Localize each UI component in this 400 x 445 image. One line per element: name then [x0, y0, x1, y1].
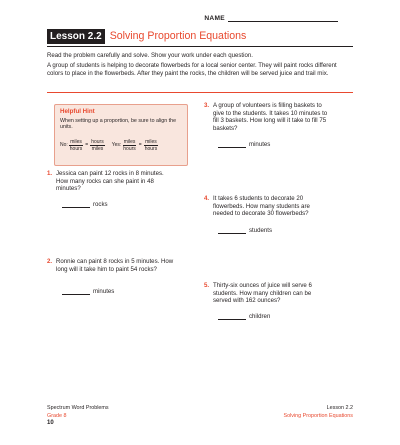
- problem-text: Jessica can paint 12 rocks in 8 minutes. How many rocks can she paint in 48 minutes?: [56, 170, 164, 193]
- equals-sign: =: [85, 142, 89, 149]
- helpful-hint-box: [54, 104, 188, 166]
- answer-blank[interactable]: [218, 228, 246, 234]
- answer-unit: rocks: [93, 201, 108, 208]
- footer-book-title: Spectrum Word Problems: [47, 405, 109, 411]
- lesson-title: Solving Proportion Equations: [109, 30, 247, 42]
- fraction-miles-over-hours-b: $\frac{\text{miles}}{\text{hours}}$: [144, 138, 158, 152]
- answer-4: [218, 227, 272, 234]
- answer-blank[interactable]: [218, 142, 246, 148]
- problem-5: [204, 282, 331, 305]
- hint-title: Helpful Hint: [60, 108, 95, 115]
- problem-text: Thirty-six ounces of juice will serve 6 students. How many children can be served with 162 ounces?: [213, 282, 312, 305]
- problem-number: 3.: [204, 102, 210, 109]
- answer-unit: minutes: [93, 288, 115, 295]
- problem-number: 1.: [47, 170, 53, 177]
- header-divider: [47, 46, 353, 47]
- hint-example: [60, 139, 182, 152]
- problem-2: [47, 258, 174, 273]
- answer-blank[interactable]: [62, 202, 90, 208]
- problem-4: [204, 195, 331, 218]
- problem-number: 2.: [47, 258, 53, 265]
- directions: Read the problem carefully and solve. Show your work under each question.: [47, 52, 253, 59]
- name-field: [204, 15, 338, 22]
- name-label: NAME: [204, 15, 225, 22]
- lesson-header: [47, 28, 353, 44]
- answer-blank[interactable]: [62, 289, 90, 295]
- equals-sign: =: [138, 142, 142, 149]
- problem-text: It takes 6 students to decorate 20 flowerbeds. How many students are needed to decorate 30 flowerbeds?: [213, 195, 310, 218]
- fraction-miles-over-hours: $\frac{\text{miles}}{\text{hours}}$: [69, 138, 83, 152]
- problem-text: Ronnie can paint 8 rocks in 5 minutes. How long will it take him to paint 54 rocks?: [56, 258, 174, 273]
- answer-5: [218, 313, 270, 320]
- footer-lesson: Lesson 2.2: [326, 405, 353, 411]
- footer-lesson-title: Solving Proportion Equations: [283, 412, 353, 419]
- scenario-text: A group of students is helping to decorate flowerbeds for a local senior center. They will paint rocks different colors to place in the flowerbeds. After they paint the rocks, the children will be served juice and trail mix.: [47, 62, 337, 77]
- name-line[interactable]: [228, 15, 338, 22]
- answer-blank[interactable]: [218, 314, 246, 320]
- hint-no-label: No:: [60, 142, 68, 149]
- hint-yes-label: Yes:: [111, 142, 122, 149]
- answer-unit: children: [249, 313, 271, 320]
- lesson-badge: Lesson 2.2: [47, 29, 105, 44]
- answer-3: [218, 141, 270, 148]
- answer-2: [62, 288, 114, 295]
- fraction-miles-over-hours-a: $\frac{\text{miles}}{\text{hours}}$: [123, 138, 136, 152]
- section-divider: [47, 92, 353, 93]
- page-number: 10: [47, 420, 54, 426]
- answer-unit: minutes: [249, 141, 271, 148]
- fraction-hours-over-miles: $\frac{\text{hours}}{\text{miles}}$: [91, 138, 104, 152]
- problem-number: 5.: [204, 282, 210, 289]
- answer-1: [62, 201, 108, 208]
- footer-grade: Grade 8: [47, 412, 67, 419]
- problem-1: [47, 170, 174, 193]
- hint-text: When setting up a proportion, be sure to align the units.: [60, 118, 177, 131]
- problem-number: 4.: [204, 195, 210, 202]
- footer-right: [283, 405, 353, 420]
- footer-left: [47, 405, 109, 428]
- answer-unit: students: [249, 227, 273, 234]
- problem-3: [204, 102, 331, 132]
- problem-text: A group of volunteers is filling baskets to give to the students. It takes 10 minutes to fill 3 baskets. How long will it take to fill 75 baskets?: [213, 102, 328, 132]
